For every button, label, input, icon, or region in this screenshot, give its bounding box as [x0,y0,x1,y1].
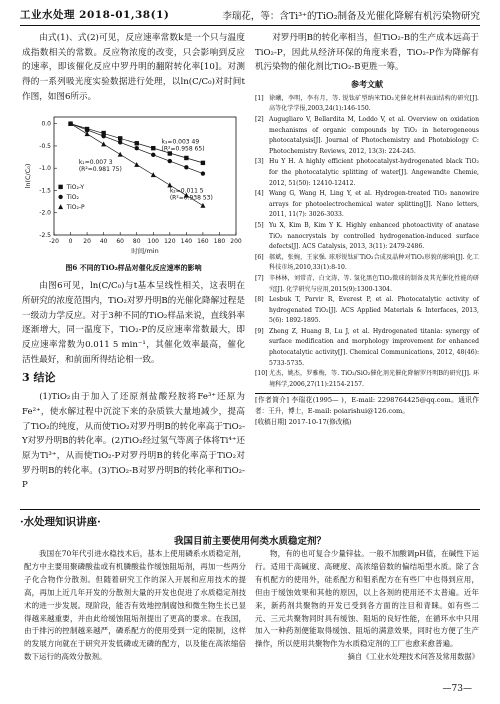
data-point [58,204,63,209]
reference-number: [5] [255,221,264,229]
reference-list [255,94,479,391]
y-tick-label: -1.5 [39,186,51,194]
data-point [200,202,205,207]
data-point [135,145,139,149]
reference-text: 辛林林，刘常青，白文涛，等. 氢化黑色TiO₂微球的制备及其光催化性能的研究[J]. 化学研究与应用,2015(9):1300-1304. [269,274,479,293]
running-title: 李瑞花，等：含Ti³⁺的TiO₂制备及光催化降解有机污染物研究 [222,11,480,22]
fit-slope-label: k₃=0.003 49 [161,138,200,146]
figure-caption: 图6 不同的TiO₂样品对催化反应速率的影响 [65,262,202,272]
data-point [101,141,106,146]
reference-number: [9] [255,327,264,335]
x-tick-label: 180 [213,237,226,245]
section-label: ·水处理知识讲座· [20,516,101,528]
y-tick-label: -0.5 [39,142,51,150]
reference-text: Hu Y H. A highly efficient photocatalyst-hydrogenated black TiO₂ for the photocatalytic splitting of water[J]. Angewandte Chemie, 2012, 51(50): 12410-12412. [269,158,479,187]
fit-slope-label: k₂=0.011 5 [169,187,204,195]
plot-frame [54,117,236,235]
x-tick-label: 20 [83,237,91,245]
x-tick-label: 140 [180,237,193,245]
reference-text: 郝斌，张婉，王家强. 球形锐钛矿TiO₂合成及晶种对TiO₂形貌的影响[J]. 化工科技市场,2010,33(1):8-10. [269,253,479,272]
data-point [201,171,205,175]
legend-entry: TiO₂-Y [66,183,85,191]
x-tick-label: 160 [197,237,209,245]
reference-item [255,221,479,253]
references-title: 参考文献 [351,79,383,90]
data-point [58,194,62,198]
x-tick-label: -20 [49,237,59,245]
section-heading: 3 结论 [22,371,56,385]
x-tick-label: 60 [116,237,125,245]
y-tick-label: 0.0 [41,120,51,128]
right-column [255,31,479,428]
fit-slope-label: k₁=0.007 3 [78,158,113,166]
reference-number: [8] [255,296,264,304]
data-point [167,182,172,187]
reference-item [255,115,479,157]
paragraph: 由式(1)、式(2)可见，反应速率常数k是一个只与温度成指数相关的常数。反应物浓度的改变，只会影响到反应的速率，即该催化反应中罗丹明的翻附转化率[10]。对测得的一系列吸光度实验数据进行处理，以ln(C/C₀)对时间t作图，如图6所示。 [22,33,245,102]
paragraph: 对罗丹明B的转化率相当，但TiO₂-B的生产成本远高于TiO₂-P，因此从经济环保的角度来看，TiO₂-P作为降解有机污染物的催化剂比TiO₂-B更胜一筹。 [255,33,479,73]
x-tick-label: 120 [164,237,176,245]
fit-r2-label: (R²=0.958 65) [161,145,205,153]
x-axis-label: 时间/min [131,246,159,255]
reference-item [255,189,479,221]
data-point [201,160,205,164]
section-divider [20,509,480,510]
data-point [58,184,62,188]
reference-item [255,369,479,390]
reference-item [255,157,479,189]
paragraph: (1)TiO₂由于加入了还原剂盐酸羟胺将Fe³⁺还原为Fe²⁺，使水解过程中沉淀下来的杂质铁大量地减少，提高了TiO₂的纯度，从而使TiO₂对罗丹明B的转化率高于TiO₂-Y对罗丹明B的转化率。(2)TiO₂经过氢气等离子体将Ti⁴⁺还原为Ti³⁺，从而使TiO₂-P对罗丹明B的转化率高于TiO₂对罗丹明B的转化率。(3)TiO₂-B对罗丹明B的转化率和TiO₂-P [22,392,245,491]
x-tick-label: 100 [147,237,159,245]
legend-entry: TiO₂-P [66,203,85,211]
x-tick-label: 0 [68,237,73,245]
paragraph: 由图6可见，ln(C/C₀)与t基本呈线性相关，这表明在所研究的浓度范围内，TiO₂对罗丹明B的光催化降解过程是一级动力学反应。对于3种不同的TiO₂样品来说，直线斜率逐渐增大，同一温度下，TiO₂-P的反应速率常数最大，即反应速率常数为0.011 5 min⁻¹，其催化效率最高，催化活性最好，和前面所得结论相一致。 [22,281,245,365]
reference-text: Augugliaro V, Bellardita M, Loddo V, et al. Overview on oxidation mechanisms of organic compounds by TiO₂ in heterogeneous photocatalysis[J]. Journal of Photochemistry and Photobiology C: Photochemistry Reviews, 2012, 13(3): 224-245. [269,116,479,155]
band-column-right [255,548,479,664]
reference-number: [10] [255,370,268,378]
reference-number: [7] [255,274,264,282]
legend-entry: TiO₂ [66,193,79,201]
author-note: [作者简介] 李瑞花(1995— )，E-mail: 2298764425@qq.com。通讯作者：王升，博士，E-mail: poiarishui@126.com。 [255,396,479,416]
reference-text: 徐曦，李明，李有月，等. 锐钛矿型纳米TiO₂光催化材料表面结构的研究[J]. 高等化学学报,2003,24(1):146-150. [269,94,479,113]
left-column [22,31,245,493]
reference-item [255,295,479,327]
data-point [118,151,123,156]
data-point [85,131,90,136]
data-point [151,145,155,149]
reference-number: [1] [255,94,264,102]
data-point [101,133,105,137]
header-rule [20,25,480,26]
reference-text: Yu X, Kim B, Kim Y K. Highly enhanced photoactivity of anatase TiO₂ nanocrystals by controlled hydrogenation-induced surface defects[J]. ACS Catalysis, 2013, 3(11): 2479-2486. [269,221,479,251]
reference-number: [2] [255,116,264,123]
reference-text: Lesbuk T, Parvir R, Everest P, et al. Photocatalytic activity of hydrogenated TiO₂[J]. ACS Applied Materials & Interfaces, 2013, 5(6): 1892-1895. [269,296,479,325]
reference-item [255,327,479,369]
reference-number: [3] [255,158,264,166]
running-header [20,4,480,22]
data-point [151,152,155,156]
reference-text: Zheng Z, Huang B, Lu J, et al. Hydrogenated titania: synergy of surface modification and morphology improvement for enhanced photocatalytic activity[J]. Chemical Communications, 2012, 48(46): 5733-5735. [269,327,479,367]
x-tick-label: 200 [230,237,242,245]
reference-number: [6] [255,253,264,261]
data-point [118,140,122,144]
data-point [168,158,172,162]
source-note: 摘自《工业水处理技术问答及常用数据》 [347,652,479,662]
data-point [151,172,156,177]
x-tick-label: 40 [99,237,108,245]
article-notes [255,393,479,428]
data-point [118,136,122,140]
y-axis-label: ln(C/C₀) [24,163,32,188]
reference-text: 尤杰，姚杰，罗雅梅，等. TiO₂/SiO₂催化剂光催化降解罗丹明B的研究[J]. 环境科学,2006,27(11):2154-2157. [269,370,479,388]
journal-info: 工业水处理 2018-01,38(1) [20,9,170,21]
data-point [184,155,188,159]
data-point [184,165,188,169]
reference-number: [4] [255,190,264,198]
y-tick-label: -2.5 [39,231,51,239]
reference-item [255,274,479,295]
y-tick-label: -1.0 [39,164,51,172]
fit-r2-label: (R²=0.981 75) [78,165,122,173]
reference-item [255,253,479,274]
fit-r2-label: (R²=0.938 53) [169,194,213,202]
article-title: 我国目前主要使用何类水质稳定剂？ [173,536,326,547]
page-number: —73— [442,684,472,694]
received-date: [收稿日期] 2017-10-17(修改稿) [255,418,352,427]
paragraph: 物，有的也可复合少量锌盐。一般不加酸调pH值，在碱性下运行。适用于高碱度、高硬度、高浓缩倍数的偏结垢型水质。除了含有机配方的使用外，硅系配方和钼系配方在有些厂中也得到应用，但由于缓蚀效果和其他的原因，以上各剂的使用还不太普遍。近年来，新药剂共聚物的开发已受到各方面的注目和青睐。如有些二元、三元共聚物同时具有缓蚀、阻垢的良好性能，在循环水中只用加入一种药剂便能取得缓蚀、阻垢的满意效果，同时也方便了生产操作，所以使用共聚物作为水质稳定剂的工厂也愈来愈普遍。 [255,549,479,649]
reference-text: Wang G, Wang H, Ling Y, et al. Hydrogen-treated TiO₂ nanowire arrays for photoelectrochemical water splitting[J]. Nano letters, 2011, 11(7): 3026-3033. [269,190,479,219]
data-point [134,161,139,166]
data-point [135,141,139,145]
rate-chart [22,111,245,259]
x-tick-label: 80 [132,237,141,245]
paragraph: 我国在70年代引进水稳技术后，基本上使用磷系水质稳定剂，配方中主要用聚磷酸盐或有机膦酸盐作缓蚀阻垢剂，再加一些两分子化合物作分散剂。但随着研究工作的深入开展和应用技术的提高，再加上近几年开发的分散剂大量的开发也促进了水质稳定剂技术的进一步发展。现阶段，能否有效地控制腐蚀和微生物生长已显得越来越重要，并由此给缓蚀阻垢剂提出了更高的要求。在我国，由于排污的控制越来越严，磷系配方的使用受到一定的限制，这样的发展方向就在于研究开发低磷或无磷的配方，以及能在高浓缩倍数下运行的高效分散剂。 [24,549,246,662]
y-tick-label: -2.0 [39,209,51,217]
reference-item [255,94,479,115]
band-column-left [24,548,246,664]
